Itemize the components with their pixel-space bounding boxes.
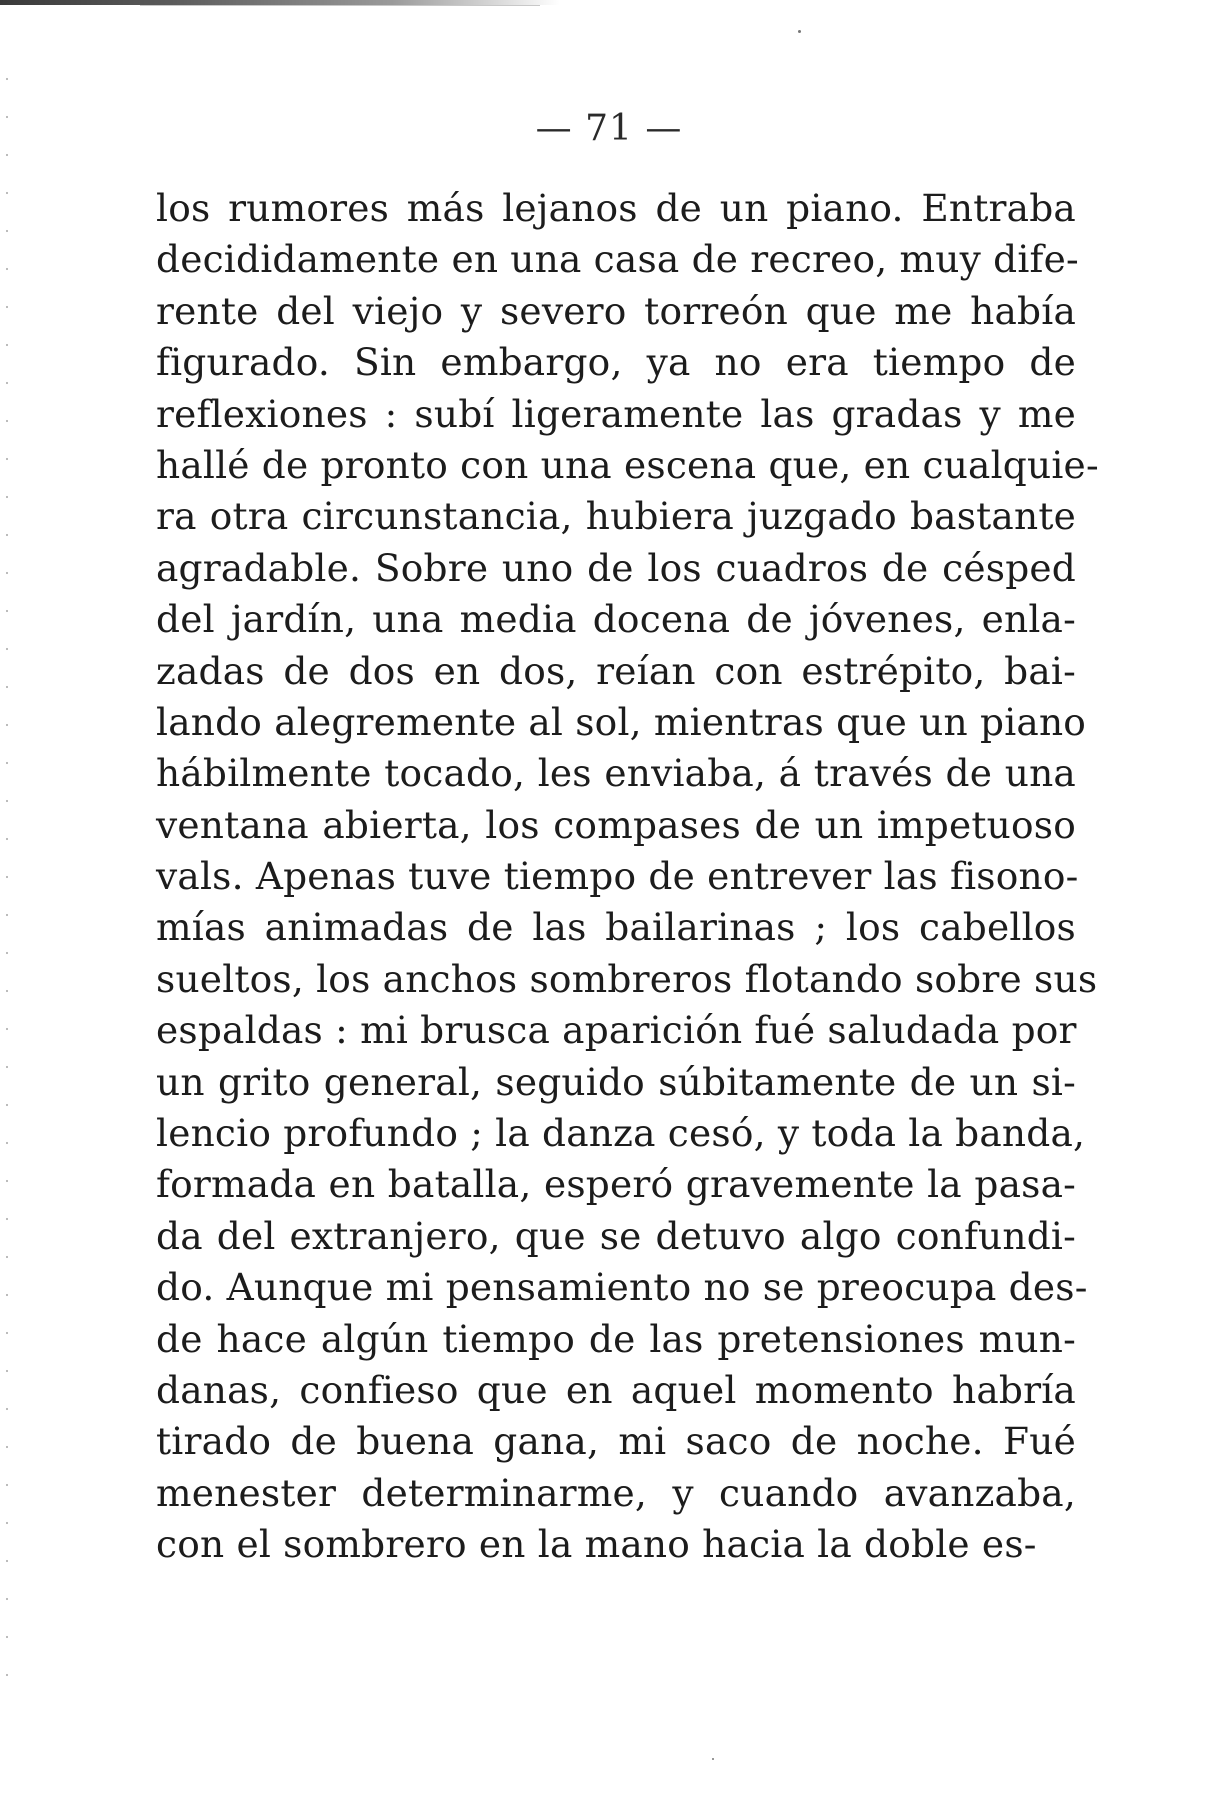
- text-line: menester determinarme, y cuando avanzaba,: [156, 1470, 1076, 1515]
- text-line: los rumores más lejanos de un piano. Entraba: [156, 186, 1076, 230]
- text-line: figurado. Sin embargo, ya no era tiempo de: [156, 340, 1076, 385]
- text-line: vals. Apenas tuve tiempo de entrever las fisono-: [156, 854, 1079, 899]
- text-line: sueltos, los anchos sombreros flotando sobre sus: [156, 956, 1098, 1001]
- text-line: zadas de dos en dos, reían con estrépito, bai-: [156, 648, 1076, 693]
- page-number: — 71 —: [535, 108, 683, 149]
- text-line: hábilmente tocado, les enviaba, á través de una: [156, 751, 1076, 796]
- text-line: un grito general, seguido súbitamente de un si-: [156, 1059, 1076, 1104]
- text-line: lencio profundo ; la danza cesó, y toda la banda,: [156, 1111, 1086, 1156]
- paper-speck: [798, 30, 801, 33]
- text-line: ra otra circunstancia, hubiera juzgado bastante: [156, 494, 1076, 539]
- text-line: da del extranjero, que se detuvo algo confundi-: [156, 1213, 1076, 1258]
- text-line: rente del viejo y severo torreón que me había: [156, 288, 1076, 333]
- text-line: agradable. Sobre uno de los cuadros de césped: [156, 545, 1076, 590]
- text-line: reflexiones : subí ligeramente las gradas y me: [156, 391, 1076, 436]
- text-line: do. Aunque mi pensamiento no se preocupa des-: [156, 1265, 1088, 1310]
- left-margin-specks: [6, 60, 8, 1700]
- body-text: [156, 183, 1099, 1571]
- text-line: mías animadas de las bailarinas ; los cabellos: [156, 905, 1076, 950]
- top-edge-line: [140, 5, 540, 6]
- text-line: con el sombrero en la mano hacia la doble es-: [156, 1522, 1037, 1567]
- text-line: formada en batalla, esperó gravemente la pasa-: [156, 1162, 1076, 1207]
- text-line: espaldas : mi brusca aparición fué saludada por: [156, 1008, 1077, 1053]
- text-line: ventana abierta, los compases de un impetuoso: [156, 802, 1076, 847]
- paper-speck: [712, 1758, 714, 1760]
- text-line: danas, confieso que en aquel momento habría: [156, 1367, 1076, 1412]
- text-line: tirado de buena gana, mi saco de noche. Fué: [156, 1419, 1076, 1464]
- text-line: del jardín, una media docena de jóvenes, enla-: [156, 597, 1076, 642]
- text-line: de hace algún tiempo de las pretensiones mun-: [156, 1316, 1076, 1361]
- text-line: hallé de pronto con una escena que, en cualquie-: [156, 442, 1099, 487]
- text-line: lando alegremente al sol, mientras que un piano: [156, 699, 1087, 744]
- text-line: decididamente en una casa de recreo, muy dife-: [156, 237, 1079, 282]
